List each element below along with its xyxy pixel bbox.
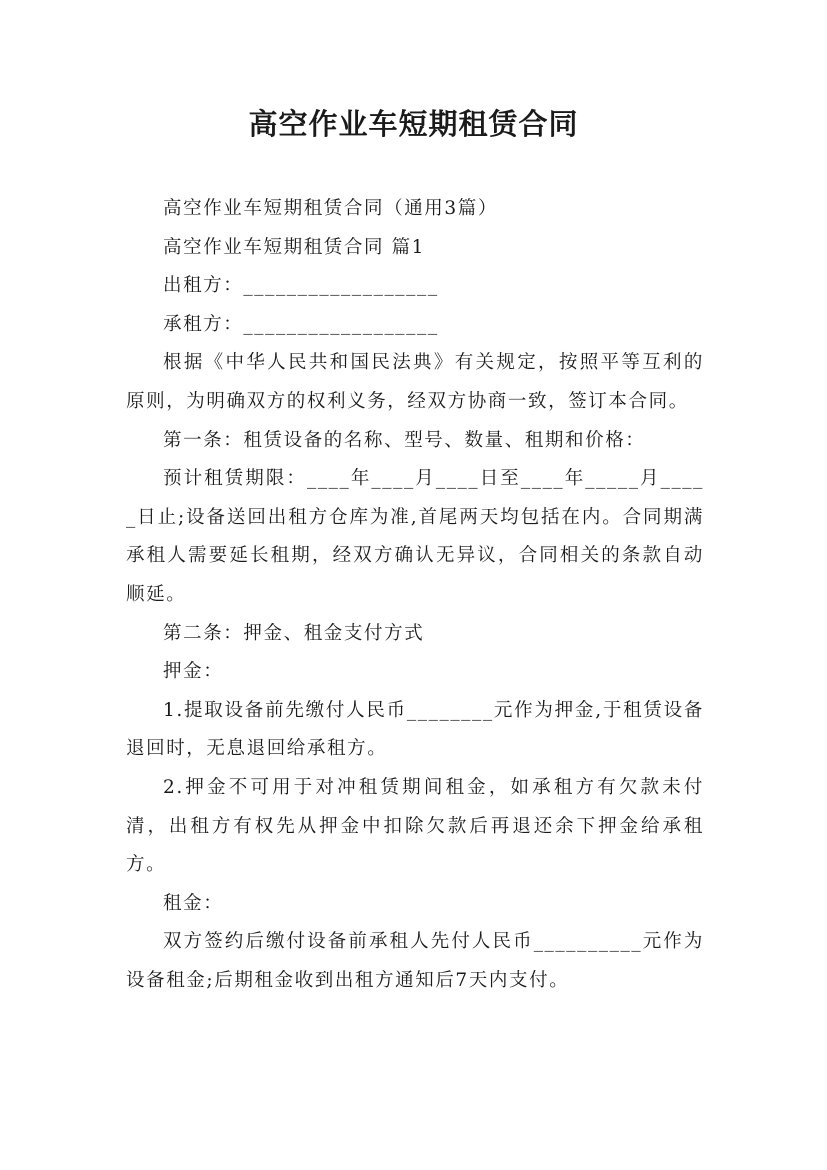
paragraph-deposit-1: 1.提取设备前先缴付人民币________元作为押金,于租赁设备退回时，无息退回给承租方。 <box>126 699 704 760</box>
paragraph-article-2: 第二条：押金、租金支付方式 <box>163 622 425 644</box>
paragraph-rent-payment: 双方签约后缴付设备前承租人先付人民币__________元作为设备租金;后期租金收到出租方通知后7天内支付。 <box>126 931 704 991</box>
paragraph-lessor: 出租方：__________________ <box>163 275 439 297</box>
paragraph-deposit-heading: 押金： <box>163 661 224 683</box>
paragraph-preamble: 根据《中华人民共和国民法典》有关规定，按照平等互利的原则，为明确双方的权利义务，经双方协商一致，签订本合同。 <box>126 352 704 412</box>
document-body <box>126 190 704 1000</box>
paragraph-lease-term: 预计租赁期限：____年____月____日至____年_____月_____日止;设备送回出租方仓库为准,首尾两天均包括在内。合同期满承租人需要延长租期，经双方确认无异议，合同相关的条款自动顺延。 <box>126 468 704 605</box>
document-title: 高空作业车短期租赁合同 <box>248 107 579 141</box>
paragraph-rent-heading: 租金： <box>163 892 224 914</box>
paragraph-part-heading: 高空作业车短期租赁合同 篇1 <box>163 236 426 258</box>
paragraph-subtitle: 高空作业车短期租赁合同（通用3篇） <box>163 198 498 219</box>
paragraph-deposit-2: 2.押金不可用于对冲租赁期间租金，如承租方有欠款未付清，出租方有权先从押金中扣除欠款后再退还余下押金给承租方。 <box>126 776 704 876</box>
paragraph-article-1: 第一条：租赁设备的名称、型号、数量、租期和价格： <box>163 429 646 451</box>
paragraph-lessee: 承租方：__________________ <box>163 313 439 335</box>
